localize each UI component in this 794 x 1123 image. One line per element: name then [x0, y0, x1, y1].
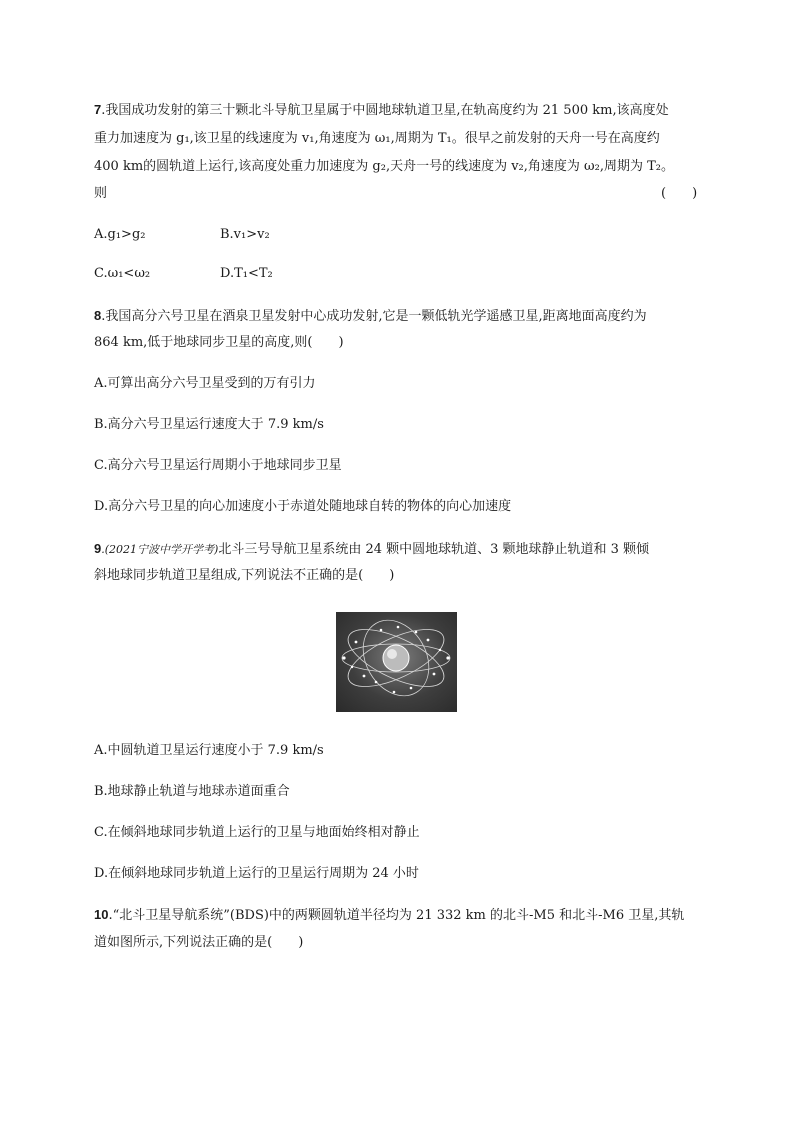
q7-option-b: B.v₁>v₂ [220, 227, 270, 242]
q7-option-d: D.T₁<T₂ [220, 266, 273, 281]
q7-option-c: C.ω₁<ω₂ [94, 266, 151, 281]
q8-line2: 864 km,低于地球同步卫星的高度,则( ) [94, 335, 344, 350]
q7-number: 7 [94, 102, 102, 117]
q7-answer-paren: ( ) [661, 186, 698, 201]
q7-option-a: A.g₁>g₂ [94, 227, 146, 242]
q9-line2: 斜地球同步轨道卫星组成,下列说法不正确的是( ) [94, 568, 395, 583]
q7-line3: 400 km的圆轨道上运行,该高度处重力加速度为 g₂,天舟一号的线速度为 v₂,角速度为 ω₂,周期为 T₂。 [94, 159, 674, 174]
q8-option-b: B.高分六号卫星运行速度大于 7.9 km/s [94, 417, 324, 432]
q7-line2: 重力加速度为 g₁,该卫星的线速度为 v₁,角速度为 ω₁,周期为 T₁。很早之前发射的天舟一号在高度约 [94, 131, 660, 146]
q9-option-b: B.地球静止轨道与地球赤道面重合 [94, 784, 290, 799]
q9-source: .(2021宁波中学开学考) [101, 543, 219, 556]
q9-text1: 北斗三号导航卫星系统由 24 颗中圆地球轨道、3 颗地球静止轨道和 3 颗倾 [218, 542, 650, 557]
q7-line4: 则 [94, 186, 108, 201]
q8-line1 [94, 306, 647, 327]
q9-line1 [94, 539, 649, 560]
q9-number: 9 [94, 541, 102, 556]
satellite-orbits-figure [336, 612, 457, 712]
q10-text1: .“北斗卫星导航系统”(BDS)中的两颗圆轨道半径均为 21 332 km 的北斗-M5 和北斗-M6 卫星,其轨 [108, 908, 685, 923]
q8-number: 8 [94, 308, 102, 323]
q9-option-c: C.在倾斜地球同步轨道上运行的卫星与地面始终相对静止 [94, 825, 420, 840]
q8-text1: .我国高分六号卫星在酒泉卫星发射中心成功发射,它是一颗低轨光学遥感卫星,距离地面高度约为 [101, 309, 647, 324]
q9-option-d: D.在倾斜地球同步轨道上运行的卫星运行周期为 24 小时 [94, 866, 419, 881]
q8-option-d: D.高分六号卫星的向心加速度小于赤道处随地球自转的物体的向心加速度 [94, 499, 512, 514]
q8-option-a: A.可算出高分六号卫星受到的万有引力 [94, 376, 316, 391]
q10-line1 [94, 905, 684, 926]
q8-option-c: C.高分六号卫星运行周期小于地球同步卫星 [94, 458, 342, 473]
q10-number: 10 [94, 907, 109, 922]
q7-text1: .我国成功发射的第三十颗北斗导航卫星属于中圆地球轨道卫星,在轨高度约为 21 500 km,该高度处 [101, 103, 669, 118]
q9-option-a: A.中圆轨道卫星运行速度小于 7.9 km/s [94, 743, 324, 758]
q7-line1 [94, 100, 669, 121]
q10-line2: 道如图所示,下列说法正确的是( ) [94, 935, 304, 950]
